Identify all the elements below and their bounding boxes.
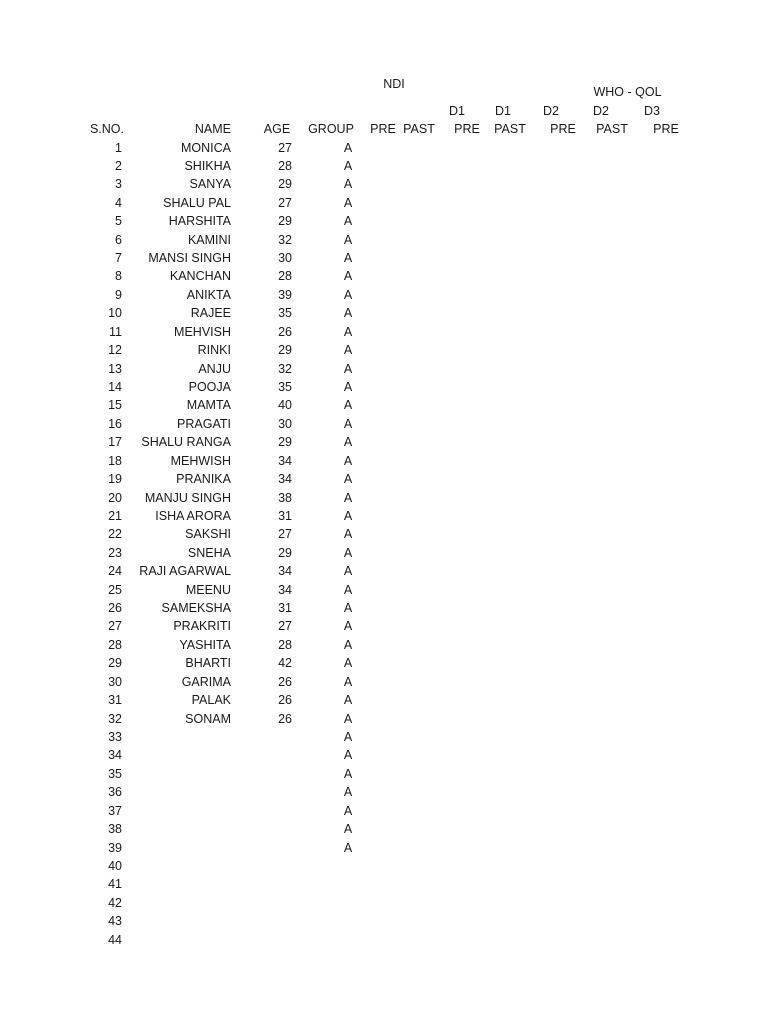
cell-group: A <box>343 380 353 394</box>
cell-name <box>130 894 231 912</box>
cell-name: MEENU <box>185 582 231 597</box>
cell-group: A <box>343 564 353 579</box>
cell-group: A <box>343 324 353 339</box>
cell-sno: 2 <box>115 158 122 173</box>
cell-group: A <box>343 195 353 210</box>
cell-group: A <box>343 748 353 763</box>
cell-name <box>130 875 231 893</box>
cell-name: PRAGATI <box>177 416 231 431</box>
cell-sno: 5 <box>115 214 122 229</box>
cell-sno: 23 <box>108 545 122 560</box>
cell-age: 29 <box>278 214 292 229</box>
cell-group: A <box>343 840 353 855</box>
cell-age: 27 <box>278 195 292 210</box>
cell-sno: 10 <box>108 306 122 321</box>
cell-name: SNEHA <box>187 545 231 560</box>
cell-name: SHALU PAL <box>163 195 231 210</box>
cell-sno: 13 <box>108 361 122 376</box>
cell-age <box>258 857 292 875</box>
domain-header-d2-pre: D2 <box>543 104 559 118</box>
cell-group: A <box>343 693 353 708</box>
cell-age: 26 <box>278 324 292 339</box>
cell-age <box>258 875 292 893</box>
cell-age: 34 <box>278 582 292 597</box>
cell-name: MAMTA <box>186 398 231 413</box>
cell-sno: 3 <box>115 177 122 192</box>
cell-name: PRAKRITI <box>173 619 231 634</box>
cell-age: 35 <box>278 380 292 394</box>
cell-age: 38 <box>278 490 292 505</box>
cell-group: A <box>343 766 353 781</box>
cell-group <box>336 894 360 912</box>
cell-age: 28 <box>278 158 292 173</box>
domain-header-d1-past: D1 <box>495 104 511 118</box>
cell-group: A <box>343 545 353 560</box>
domain-header-d2-past: D2 <box>593 104 609 118</box>
cell-age: 30 <box>278 416 292 431</box>
cell-group: A <box>343 158 353 173</box>
cell-name: SANYA <box>189 177 231 192</box>
cell-age <box>258 783 292 801</box>
cell-age: 34 <box>278 453 292 468</box>
cell-name <box>130 783 231 801</box>
cell-group: A <box>343 637 353 652</box>
cell-sno: 41 <box>108 877 122 892</box>
cell-age: 26 <box>278 711 292 726</box>
cell-name: MANJU SINGH <box>144 490 231 505</box>
cell-name <box>130 728 231 746</box>
cell-name: SAMEKSHA <box>161 601 231 615</box>
cell-group: A <box>343 232 353 247</box>
cell-sno: 35 <box>108 766 122 781</box>
cell-sno: 34 <box>108 748 122 763</box>
cell-age <box>258 820 292 838</box>
cell-sno: 29 <box>108 656 122 671</box>
cell-name: SHIKHA <box>184 158 231 173</box>
cell-group: A <box>343 619 353 634</box>
cell-sno: 17 <box>108 435 122 450</box>
column-header-d1-pre: PRE <box>454 122 480 136</box>
cell-sno: 32 <box>108 711 122 726</box>
cell-name: YASHITA <box>179 637 231 652</box>
cell-age <box>258 839 292 857</box>
cell-sno: 22 <box>108 527 122 542</box>
cell-name: GARIMA <box>181 674 231 689</box>
cell-sno: 38 <box>108 822 122 836</box>
cell-group: A <box>343 398 353 413</box>
cell-sno: 6 <box>115 232 122 247</box>
cell-age: 31 <box>278 508 292 523</box>
cell-name <box>130 839 231 857</box>
column-header-name: NAME <box>194 122 231 136</box>
cell-sno: 9 <box>115 287 122 302</box>
column-header-ndi-past: PAST <box>403 122 435 136</box>
cell-group: A <box>343 508 353 523</box>
column-header-age: AGE <box>263 122 291 136</box>
cell-group: A <box>343 822 353 836</box>
cell-group: A <box>343 453 353 468</box>
cell-age <box>258 765 292 783</box>
cell-name: SAKSHI <box>185 527 231 542</box>
cell-age: 35 <box>278 306 292 321</box>
cell-age: 29 <box>278 343 292 358</box>
cell-age: 29 <box>278 177 292 192</box>
cell-group: A <box>343 177 353 192</box>
cell-group <box>336 912 360 930</box>
cell-name <box>130 820 231 838</box>
domain-header-d1-pre: D1 <box>449 104 465 118</box>
cell-age: 34 <box>278 564 292 579</box>
cell-age <box>258 894 292 912</box>
cell-group: A <box>343 287 353 302</box>
column-header-d2-pre: PRE <box>550 122 576 136</box>
cell-name: KAMINI <box>187 232 231 247</box>
column-header-d2-past: PAST <box>596 122 628 136</box>
cell-age <box>258 912 292 930</box>
cell-sno: 42 <box>108 895 122 910</box>
cell-age: 29 <box>278 545 292 560</box>
cell-group: A <box>343 803 353 818</box>
column-header-d1-past: PAST <box>494 122 526 136</box>
cell-age <box>258 746 292 764</box>
cell-name: RAJI AGARWAL <box>139 564 231 579</box>
cell-sno: 19 <box>108 472 122 487</box>
cell-group: A <box>343 490 353 505</box>
cell-group: A <box>343 269 353 284</box>
ndi-group-header: NDI <box>383 77 405 91</box>
cell-name: RAJEE <box>190 306 231 321</box>
cell-name: PALAK <box>191 693 231 708</box>
cell-sno: 16 <box>108 416 122 431</box>
cell-name: RINKI <box>197 343 231 358</box>
cell-group: A <box>343 582 353 597</box>
cell-group: A <box>343 435 353 450</box>
cell-age: 27 <box>278 527 292 542</box>
cell-age: 27 <box>278 619 292 634</box>
cell-group: A <box>343 416 353 431</box>
cell-name: MEHWISH <box>170 453 231 468</box>
cell-group: A <box>343 361 353 376</box>
cell-group <box>336 875 360 893</box>
cell-group: A <box>343 527 353 542</box>
cell-name <box>130 765 231 783</box>
cell-group: A <box>343 140 353 155</box>
cell-group <box>336 857 360 875</box>
cell-sno: 31 <box>108 693 122 708</box>
cell-name: MONICA <box>181 140 231 155</box>
cell-name: POOJA <box>188 380 231 394</box>
cell-name <box>130 746 231 764</box>
cell-group: A <box>343 674 353 689</box>
column-header-d3-pre: PRE <box>653 122 679 136</box>
cell-sno: 25 <box>108 582 122 597</box>
domain-header-d3-pre: D3 <box>644 104 660 118</box>
cell-age <box>258 728 292 746</box>
cell-age: 32 <box>278 232 292 247</box>
cell-name <box>130 912 231 930</box>
cell-name: ANIKTA <box>186 287 231 302</box>
cell-group: A <box>343 251 353 265</box>
cell-age <box>258 802 292 820</box>
cell-age: 26 <box>278 693 292 708</box>
cell-name: ISHA ARORA <box>155 508 231 523</box>
cell-age: 29 <box>278 435 292 450</box>
cell-name: BHARTI <box>185 656 231 671</box>
cell-name <box>130 802 231 820</box>
cell-sno: 33 <box>108 729 122 744</box>
column-header-sno: S.NO. <box>89 122 125 136</box>
cell-sno: 27 <box>108 619 122 634</box>
cell-group: A <box>343 656 353 671</box>
cell-sno: 37 <box>108 803 122 818</box>
cell-sno: 14 <box>108 380 122 394</box>
cell-group: A <box>343 711 353 726</box>
cell-sno: 43 <box>108 914 122 929</box>
cell-name: MANSI SINGH <box>148 251 231 265</box>
cell-sno: 30 <box>108 674 122 689</box>
cell-sno: 8 <box>115 269 122 284</box>
cell-age <box>258 931 292 949</box>
cell-age: 40 <box>278 398 292 413</box>
cell-group: A <box>343 785 353 800</box>
cell-group: A <box>343 729 353 744</box>
cell-group: A <box>343 343 353 358</box>
cell-group: A <box>343 601 353 615</box>
cell-sno: 15 <box>108 398 122 413</box>
cell-sno: 4 <box>115 195 122 210</box>
cell-age: 31 <box>278 601 292 615</box>
cell-name: SHALU RANGA <box>141 435 231 450</box>
cell-name: HARSHITA <box>168 214 231 229</box>
cell-age: 39 <box>278 287 292 302</box>
cell-name <box>130 931 231 949</box>
cell-group <box>336 931 360 949</box>
cell-group: A <box>343 214 353 229</box>
cell-name: PRANIKA <box>176 472 231 487</box>
cell-sno: 18 <box>108 453 122 468</box>
cell-sno: 36 <box>108 785 122 800</box>
column-header-group: GROUP <box>308 122 354 136</box>
cell-group: A <box>343 472 353 487</box>
cell-age: 42 <box>278 656 292 671</box>
cell-age: 32 <box>278 361 292 376</box>
cell-sno: 12 <box>108 343 122 358</box>
cell-age: 28 <box>278 637 292 652</box>
cell-sno: 28 <box>108 637 122 652</box>
cell-age: 26 <box>278 674 292 689</box>
cell-age: 27 <box>278 140 292 155</box>
cell-sno: 21 <box>108 508 122 523</box>
cell-name: MEHVISH <box>174 324 231 339</box>
cell-sno: 44 <box>108 932 122 947</box>
cell-sno: 24 <box>108 564 122 579</box>
cell-sno: 11 <box>109 324 122 339</box>
cell-age: 34 <box>278 472 292 487</box>
cell-name <box>130 857 231 875</box>
cell-name: KANCHAN <box>169 269 231 284</box>
cell-sno: 1 <box>115 140 122 155</box>
cell-name: ANJU <box>198 361 231 376</box>
cell-group: A <box>343 306 353 321</box>
cell-sno: 39 <box>108 840 122 855</box>
cell-sno: 7 <box>115 251 122 265</box>
cell-age: 30 <box>278 251 292 265</box>
cell-sno: 26 <box>108 601 122 615</box>
who-qol-group-header: WHO - QOL <box>593 85 662 99</box>
column-header-ndi-pre: PRE <box>370 122 396 136</box>
cell-sno: 40 <box>108 858 122 873</box>
cell-age: 28 <box>278 269 292 284</box>
cell-name: SONAM <box>185 711 231 726</box>
cell-sno: 20 <box>108 490 122 505</box>
